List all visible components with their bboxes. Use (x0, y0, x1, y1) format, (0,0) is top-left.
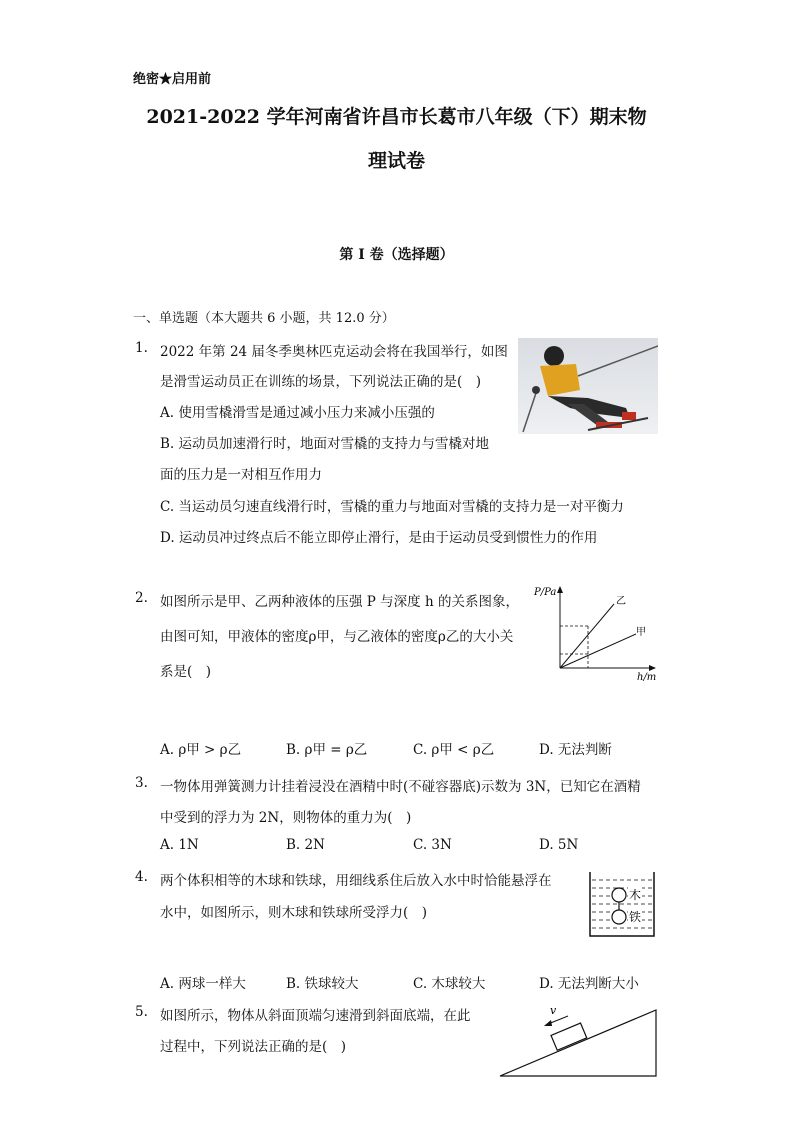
question-text: 如图所示，物体从斜面顶端匀速滑到斜面底端，在此 (160, 1008, 471, 1024)
option-d: D. 5N (539, 837, 579, 853)
skier-photo (518, 338, 658, 434)
question-text: 一物体用弹簧测力计挂着浸没在酒精中时(不碰容器底)示数为 3N，已知它在酒精 (160, 779, 641, 795)
line-jia-label: 甲 (636, 627, 646, 638)
question-text: 系是( ) (160, 664, 212, 680)
question-number: 1. (135, 340, 148, 356)
y-axis-label: P/Pa (534, 587, 557, 598)
x-axis-label: h/m (637, 672, 657, 682)
pressure-depth-graph (532, 582, 662, 682)
exam-title-line1: 2021-2022 学年河南省许昌市长葛市八年级（下）期末物 (146, 106, 647, 128)
option-b: B. 2N (286, 837, 325, 853)
floating-balls-figure (586, 870, 658, 940)
exam-title-line2: 理试卷 (367, 150, 425, 172)
question-text: 水中，如图所示，则木球和铁球所受浮力( ) (160, 905, 428, 921)
option-d: D. 无法判断大小 (539, 976, 639, 992)
option-a: A. 两球一样大 (160, 976, 246, 992)
wood-ball-label: 木 (629, 888, 642, 902)
option-d: D. 运动员冲过终点后不能立即停止滑行，是由于运动员受到惯性力的作用 (160, 530, 598, 546)
volume-title: 第 I 卷（选择题） (339, 247, 454, 263)
question-number: 3. (135, 775, 148, 791)
question-text: 是滑雪运动员正在训练的场景，下列说法正确的是( ) (160, 374, 482, 390)
option-b-cont: 面的压力是一对相互作用力 (160, 467, 322, 483)
option-c: C. 3N (413, 837, 452, 853)
option-a: A. 1N (160, 837, 199, 853)
option-b: B. ρ甲 = ρ乙 (286, 742, 368, 758)
option-d: D. 无法判断 (539, 742, 612, 758)
option-c: C. 木球较大 (413, 976, 486, 992)
option-c: C. ρ甲 < ρ乙 (413, 742, 495, 758)
option-c: C. 当运动员匀速直线滑行时，雪橇的重力与地面对雪橇的支持力是一对平衡力 (160, 499, 624, 515)
line-yi-label: 乙 (616, 596, 626, 607)
option-b: B. 运动员加速滑行时，地面对雪橇的支持力与雪橇对地 (160, 436, 490, 452)
iron-ball-label: 铁 (629, 910, 642, 924)
secret-label: 绝密★启用前 (133, 72, 212, 87)
incline-figure (498, 1002, 660, 1080)
option-a: A. ρ甲 > ρ乙 (160, 742, 242, 758)
option-a: A. 使用雪橇滑雪是通过减小压力来减小压强的 (160, 405, 435, 421)
question-number: 2. (135, 590, 148, 606)
velocity-label: v (550, 1004, 557, 1017)
question-text: 两个体积相等的木球和铁球，用细线系住后放入水中时恰能悬浮在 (160, 873, 552, 889)
question-number: 5. (135, 1004, 148, 1020)
question-text: 中受到的浮力为 2N，则物体的重力为( ) (160, 810, 412, 826)
section-heading: 一、单选题（本大题共 6 小题，共 12.0 分） (133, 311, 395, 326)
question-number: 4. (135, 869, 148, 885)
question-text: 如图所示是甲、乙两种液体的压强 P 与深度 h 的关系图象， (160, 594, 519, 610)
option-b: B. 铁球较大 (286, 976, 359, 992)
question-text: 过程中，下列说法正确的是( ) (160, 1039, 347, 1055)
question-text: 由图可知，甲液体的密度ρ甲，与乙液体的密度ρ乙的大小关 (160, 629, 514, 645)
question-text: 2022 年第 24 届冬季奥林匹克运动会将在我国举行，如图 (160, 344, 508, 360)
